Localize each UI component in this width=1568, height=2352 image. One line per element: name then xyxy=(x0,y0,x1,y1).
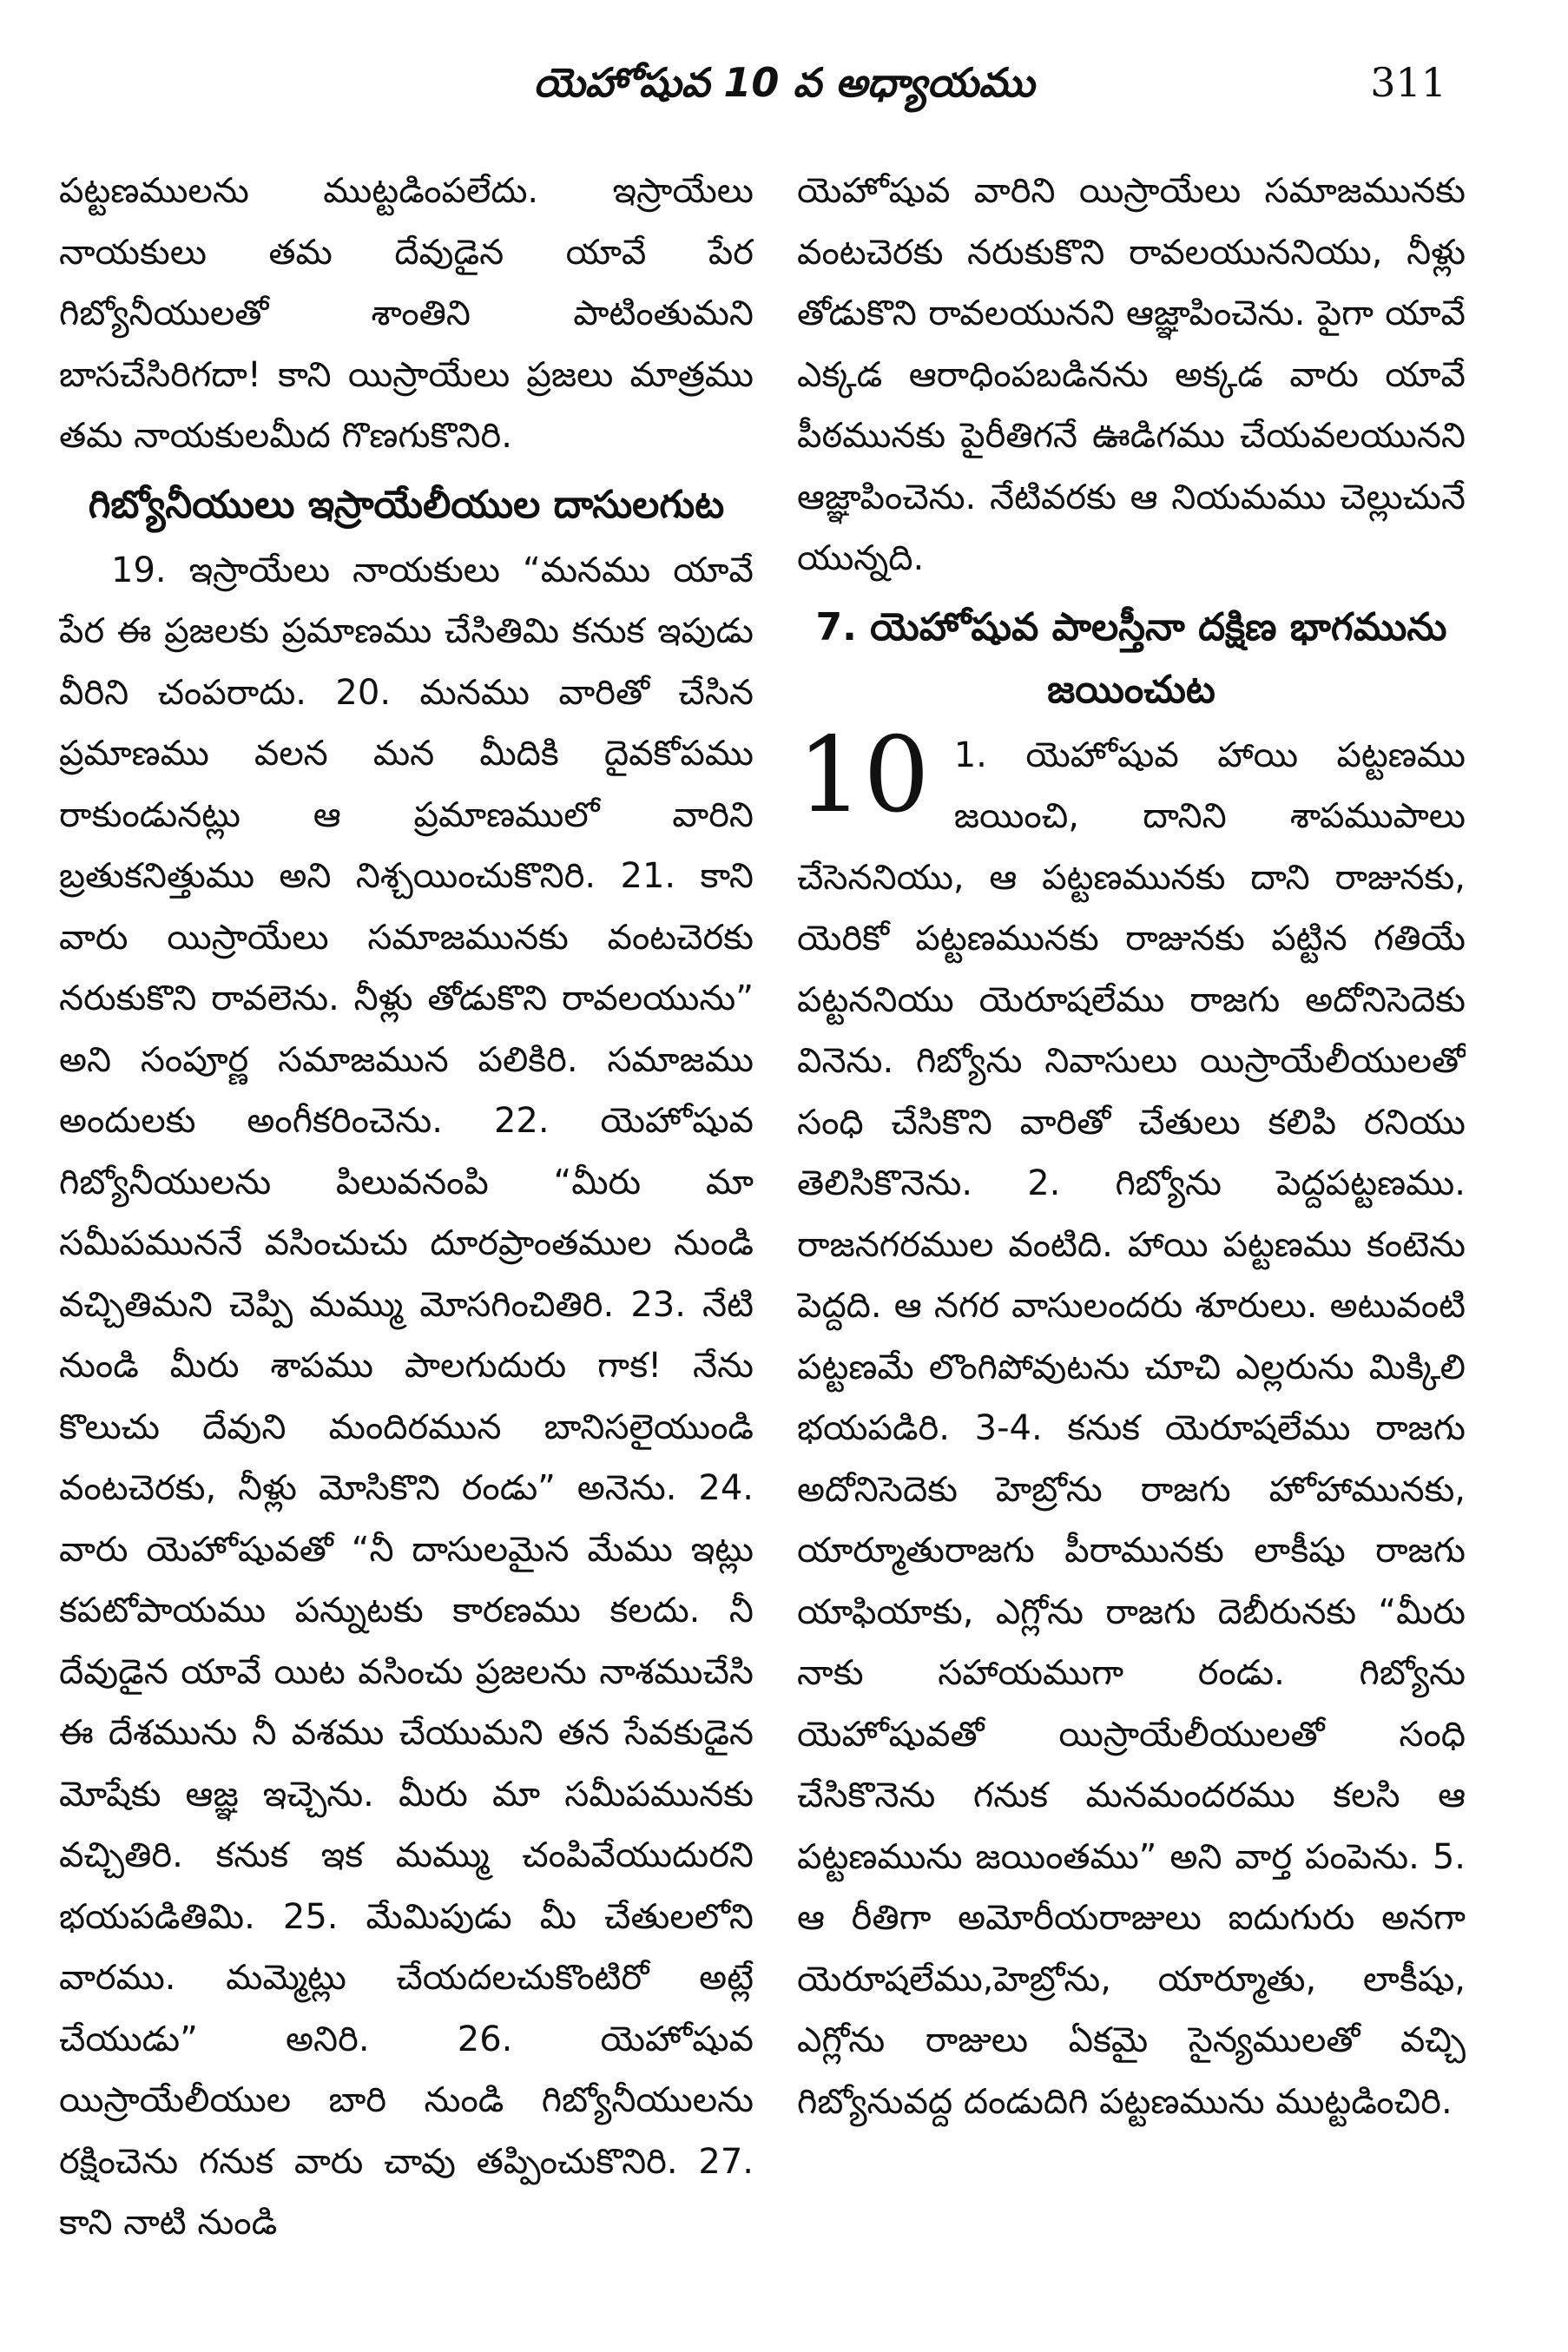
right-intro-paragraph: యెహోషువ వారిని యిస్రాయేలు సమాజమునకు వంటచెరకు నరుకుకొని రావలయుననియు, నీళ్లు తోడుకొని రావలయునని ఆజ్ఞాపించెను. పైగా యావే ఎక్కడ ఆరాధింపబడినను అక్కడ వారు యావే పీఠమునకు పైరీతిగనే ఊడిగము చేయవలయునని ఆజ్ఞాపించెను. నేటివరకు ఆ నియమము చెల్లుచునే యున్నది. xyxy=(797,171,1466,578)
section-heading-gibeonites: గిబ్యోనీయులు ఇస్రాయేలీయుల దాసులగుట xyxy=(88,482,725,527)
running-header xyxy=(0,52,1568,122)
page-number: 311 xyxy=(1370,59,1446,106)
section-heading-southern-conquest: 7. యెహోషువ పాలస్తీనా దక్షిణ భాగమును జయించుట xyxy=(815,604,1447,712)
left-body-paragraph: 19. ఇస్రాయేలు నాయకులు “మనము యావే పేర ఈ ప్రజలకు ప్రమాణము చేసితిమి కనుక ఇపుడు వీరిని చంపరాదు. 20. మనము వారితో చేసిన ప్రమాణము వలన మన మీదికి దైవకోపము రాకుండునట్లు ఆ ప్రమాణములో వారిని బ్రతుకనిత్తుము అని నిశ్చయించుకొనిరి. 21. కాని వారు యిస్రాయేలు సమాజమునకు వంటచెరకు నరుకుకొని రావలెను. నీళ్లు తోడుకొని రావలయును” అని సంపూర్ణ సమాజమున పలికిరి. సమాజము అందులకు అంగీకరించెను. 22. యెహోషువ గిబ్యోనీయులను పిలువనంపి “మీరు మా సమీపముననే వసించుచు దూరప్రాంతముల నుండి వచ్చితిమని చెప్పి మమ్ము మోసగించితిరి. 23. నేటి నుండి మీరు శాపము పాలగుదురు గాక! నేను కొలుచు దేవుని మందిరమున బానిసలైయుండి వంటచెరకు, నీళ్లు మోసికొని రండు” అనెను. 24. వారు యెహోషువతో “నీ దాసులమైన మేము ఇట్లు కపటోపాయము పన్నుటకు కారణము కలదు. నీ దేవుడైన యావే యిట వసించు ప్రజలను నాశముచేసి ఈ దేశమును నీ వశము చేయుమని తన సేవకుడైన మోషేకు ఆజ్ఞ ఇచ్చెను. మీరు మా సమీపమునకు వచ్చితిరి. కనుక ఇక మమ్ము చంపివేయుదురని భయపడితిమి. 25. మేమిపుడు మీ చేతులలోని వారము. మమ్మెట్లు చేయదలచుకొంటిరో అట్లే చేయుడు” అనిరి. 26. యెహోషువ యిస్రాయేలీయుల బారి నుండి గిబ్యోనీయులను రక్షించెను గనుక వారు చావు తప్పించుకొనిరి. 27. కాని నాటి నుండి xyxy=(59,550,754,2243)
chapter-title: యెహోషువ 10 వ అధ్యాయము xyxy=(533,59,1035,106)
right-body-paragraph: 1. యెహోషువ హాయి పట్టణము జయించి, దానిని శాపముపాలు చేసెననియు, ఆ పట్టణమునకు దాని రాజునకు, యెరికో పట్టణమునకు రాజునకు పట్టిన గతియే పట్టననియు యెరూషలేము రాజగు అదోనిసెదెకు వినెను. గిబ్యోను నివాసులు యిస్రాయేలీయులతో సంధి చేసికొని వారితో చేతులు కలిపి రనియు తెలిసికొనెను. 2. గిబ్యోను పెద్దపట్టణము. రాజనగరముల వంటిది. హాయి పట్టణము కంటెను పెద్దది. ఆ నగర వాసులందరు శూరులు. అటువంటి పట్టణమే లొంగిపోవుటను చూచి ఎల్లరును మిక్కిలి భయపడిరి. 3-4. కనుక యెరూషలేము రాజగు అదోనిసెదెకు హెబ్రోను రాజగు హోహామునకు, యార్మూతురాజగు పీరామునకు లాకీషు రాజగు యాఫియాకు, ఎగ్లోను రాజగు దెబీరునకు “మీరు నాకు సహాయముగా రండు. గిబ్యోను యెహోషువతో యిస్రాయేలీయులతో సంధి చేసికొనెను గనుక మనమందరము కలసి ఆ పట్టణమును జయింతము” అని వార్త పంపెను. 5. ఆ రీతిగా అమోరీయరాజులు ఐదుగురు అనగా యెరూషలేము,హెబ్రోను, యార్మూతు, లాకీషు, ఎగ్లోను రాజులు ఏకమై సైన్యములతో వచ్చి గిబ్యోనువద్ద దండుదిగి పట్టణమును ముట్టడించిరి. xyxy=(797,735,1466,2122)
left-column xyxy=(59,161,754,2296)
chapter-start xyxy=(797,715,1466,2133)
left-intro-paragraph: పట్టణములను ముట్టడింపలేదు. ఇస్రాయేలు నాయకులు తమ దేవుడైన యావే పేర గిబ్యోనీయులతో శాంతిని పాటింతుమని బాసచేసిరిగదా! కాని యిస్రాయేలు ప్రజలు మాత్రము తమ నాయకులమీద గొణగుకొనిరి. xyxy=(59,171,754,456)
right-column xyxy=(797,161,1466,2296)
chapter-number-dropcap: 10 xyxy=(797,715,930,836)
